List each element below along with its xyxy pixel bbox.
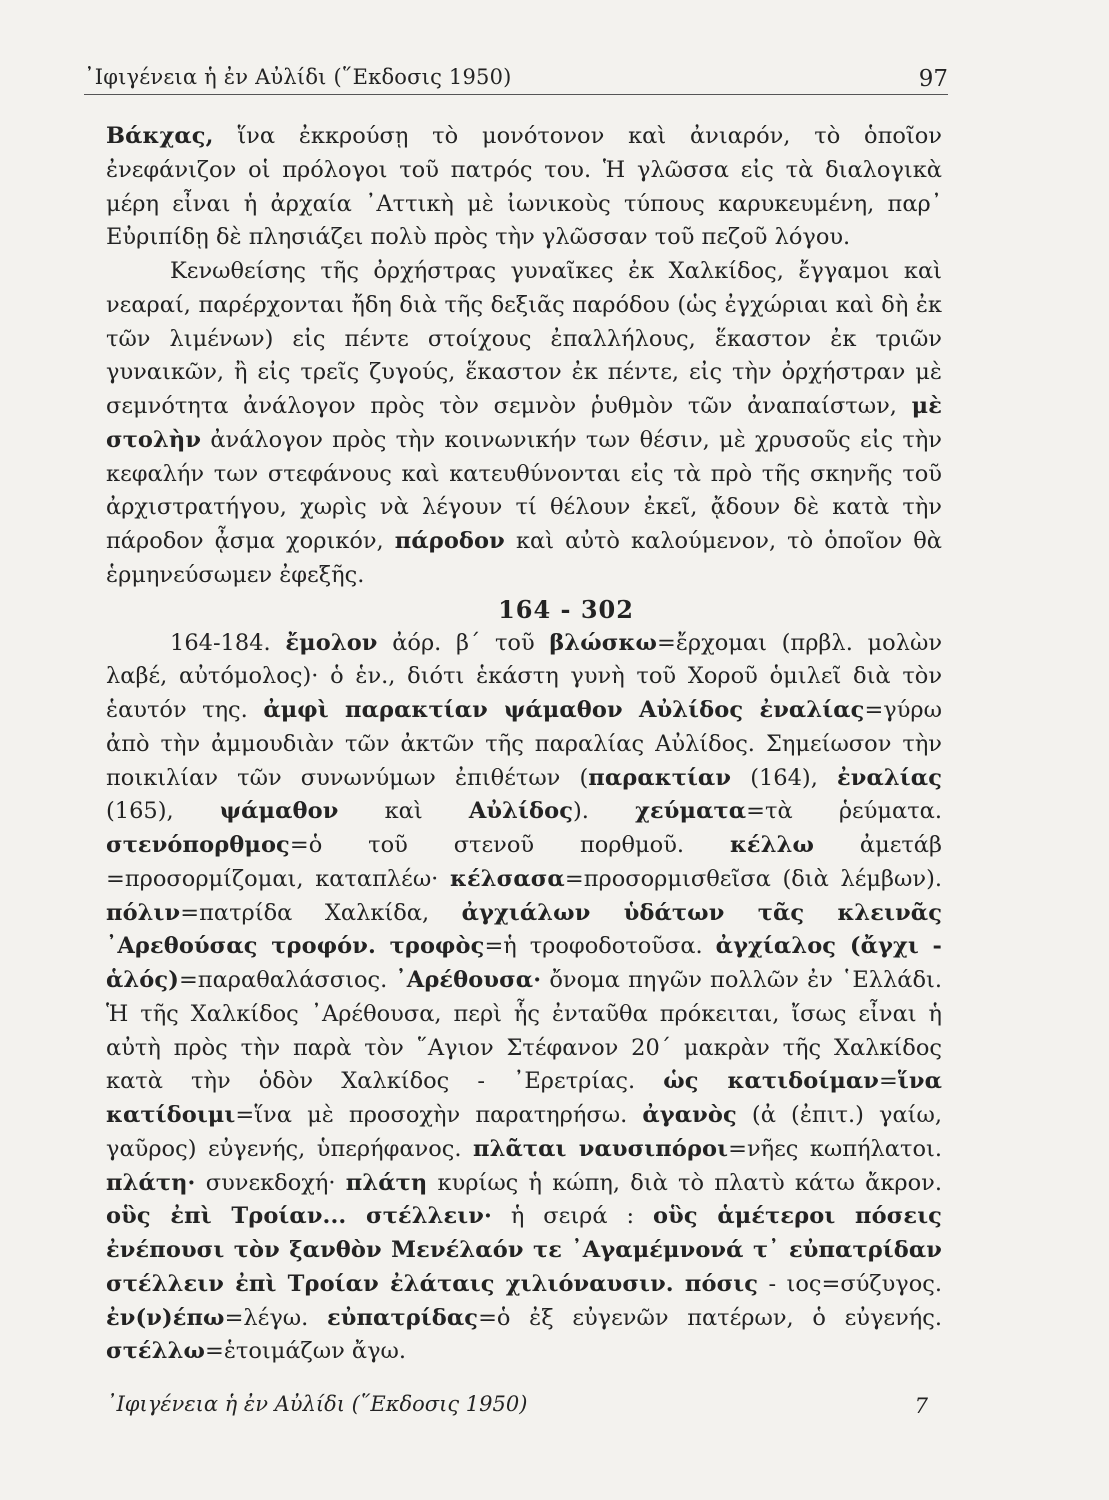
commentary-text: συνεκδοχή· bbox=[195, 1169, 346, 1196]
footer-title: ᾿Ιφιγένεια ἡ ἐν Αὐλίδι (῞Εκδοσις 1950) bbox=[106, 1392, 528, 1416]
commentary-term: πόλιν bbox=[106, 899, 181, 926]
commentary-text: (164), bbox=[731, 764, 838, 791]
commentary-paragraph bbox=[106, 627, 942, 1370]
commentary-term: παρακτίαν bbox=[588, 764, 732, 791]
commentary-text: =ἡ τροφοδοτοῦσα. bbox=[484, 933, 716, 960]
commentary-text: =ἵνα μὲ προσοχὴν παρατηρήσω. bbox=[235, 1102, 643, 1128]
commentary-term: ψάμαθον bbox=[219, 798, 339, 825]
commentary-text: =πατρίδα Χαλκίδα, bbox=[180, 899, 462, 926]
running-header bbox=[84, 60, 948, 95]
commentary-term: πλάτη bbox=[345, 1169, 428, 1196]
commentary-term: ἀγανὸς bbox=[642, 1102, 737, 1128]
commentary-term: ἵνα κατίδοιμι bbox=[106, 1068, 943, 1128]
commentary-text: καὶ bbox=[338, 798, 469, 825]
commentary-term: ἀμφὶ παρακτίαν ψάμαθον Αὐλίδος ἐναλίας bbox=[263, 697, 865, 723]
parodos-text-2: ἀνάλογον πρὸς τὴν κοινωνικήν των θέσιν, μὲ χρυσοῦς εἰς τὴν κεφαλήν των στεφάνους καὶ κατευθύνονται εἰς τὰ πρὸ τῆς σκηνῆς τοῦ ἀρχιστρατήγου, χωρὶς νὰ λέγουν τί θέλουν ἐκεῖ, ᾄδουν δὲ κατὰ τὴν πάροδον ᾆσμα χορικόν, bbox=[106, 426, 942, 554]
commentary-term: στενόπορθμος bbox=[106, 832, 290, 858]
commentary-text: =τὰ ῥεύματα. bbox=[746, 798, 942, 825]
intro-lead-term: Βάκχας, bbox=[106, 123, 214, 149]
parodos-bold-1: μὲ στολὴν bbox=[106, 393, 942, 453]
commentary-text: κυρίως ἡ κώπη, διὰ τὸ πλατὺ κάτω ἄκρον. bbox=[427, 1169, 942, 1196]
commentary-text: = bbox=[879, 1068, 898, 1095]
commentary-term: ἐναλίας bbox=[837, 764, 942, 791]
section-heading: 164 - 302 bbox=[498, 594, 634, 624]
header-title: ᾿Ιφιγένεια ἡ ἐν Αὐλίδι (῞Εκδοσις 1950) bbox=[84, 65, 512, 89]
commentary-term: πλᾶται ναυσιπόροι bbox=[473, 1135, 729, 1162]
commentary-text: =παραθαλάσσιος. bbox=[178, 967, 396, 993]
commentary-text: ). bbox=[573, 798, 636, 825]
commentary-term: ἀγχιάλων ὑδάτων τᾶς κλεινᾶς ᾿Αρεθούσας τροφόν. τροφὸς bbox=[106, 899, 942, 960]
commentary-text: (165), bbox=[106, 798, 220, 825]
commentary-term: βλώσκω bbox=[549, 629, 657, 656]
commentary-text: =λέγω. bbox=[224, 1304, 327, 1331]
commentary-text: =ἔρχομαι (πρβλ. μολὼν λαβέ, αὐτόμολος)· ὁ ἑν., διότι ἑκάστη γυνὴ τοῦ Χοροῦ ὁμιλεῖ διὰ τὸν ἑαυτόν της. bbox=[106, 629, 942, 723]
commentary-text: ἀόρ. β΄ τοῦ bbox=[377, 629, 550, 656]
page-footer bbox=[106, 1392, 942, 1422]
commentary-text: =ὁ ἐξ εὐγενῶν πατέρων, ὁ εὐγενής. bbox=[478, 1304, 942, 1331]
intro-paragraph bbox=[106, 120, 942, 255]
commentary-text: =γύρω ἀπὸ τὴν ἀμμουδιὰν τῶν ἀκτῶν τῆς παραλίας Αὐλίδος. Σημείωσον τὴν ποικιλίαν τῶν συνωνύμων ἐπιθέτων ( bbox=[106, 697, 942, 791]
commentary-text: =ὁ τοῦ στενοῦ πορθμοῦ. bbox=[289, 832, 730, 858]
commentary-text: ὄνομα πηγῶν πολλῶν ἐν ῾Ελλάδι. Ἡ τῆς Χαλκίδος ᾿Αρέθουσα, περὶ ἧς ἐνταῦθα πρόκειται, ἴσως εἶναι ἡ αὐτὴ πρὸς τὴν παρὰ τὸν ῞Αγιον Στέφανον 20΄ μακρὰν τῆς Χαλκίδος κατὰ τὴν ὁδὸν Χαλκίδος - ᾿Ερετρίας. bbox=[106, 967, 942, 1095]
commentary-term: οὓς ἐπὶ Τροίαν... στέλλειν· bbox=[106, 1203, 492, 1230]
commentary-term: οὓς ἁμέτεροι πόσεις ἐνέπουσι τὸν ξανθὸν Μενέλαόν τε ᾿Αγαμέμνονά τ᾿ εὐπατρίδαν στέλλειν ἐπὶ Τροίαν ἐλάταις χιλιόναυσιν. πόσις bbox=[106, 1203, 942, 1297]
commentary-term: Αὐλίδος bbox=[468, 798, 574, 825]
commentary-text: =ἑτοιμάζων ἄγω. bbox=[204, 1338, 407, 1365]
parodos-text-1: Κενωθείσης τῆς ὀρχήστρας γυναῖκες ἐκ Χαλκίδος, ἔγγαμοι καὶ νεαραί, παρέρχονται ἤδη διὰ τῆς δεξιᾶς παρόδου (ὡς ἐγχώριαι καὶ δὴ ἐκ τῶν λιμένων) εἰς πέντε στοίχους ἐπαλλήλους, ἕκαστον ἐκ τριῶν γυναικῶν, ἢ εἰς τρεῖς ζυγούς, ἕκαστον ἐκ πέντε, εἰς τὴν ὀρχήστραν μὲ σεμνότητα ἀνάλογον πρὸς τὸν σεμνὸν ῥυθμὸν τῶν ἀναπαίστων, bbox=[106, 258, 942, 419]
parodos-bold-2: πάροδον bbox=[394, 528, 505, 554]
commentary-text: (ἀ (ἐπιτ.) γαίω, γαῦρος) εὐγενής, ὑπερήφανος. bbox=[106, 1102, 942, 1162]
commentary-term: ἀγχίαλος (ἄγχι - ἁλός) bbox=[106, 933, 942, 993]
commentary-text: ἀμετάβ =προσορμίζομαι, καταπλέω· bbox=[106, 832, 942, 892]
page-body bbox=[106, 120, 942, 1369]
commentary-term: κέλσασα bbox=[450, 865, 565, 892]
signature-mark: 7 bbox=[914, 1394, 928, 1418]
commentary-text: =νῆες κωπήλατοι. bbox=[728, 1135, 942, 1162]
commentary-term: κέλλω bbox=[729, 832, 814, 858]
commentary-term: ὡς κατιδοίμαν bbox=[663, 1068, 880, 1095]
commentary-term: ἐν(ν)έπω bbox=[106, 1304, 225, 1331]
commentary-term: εὐπατρίδας bbox=[326, 1304, 479, 1331]
commentary-range: 164-184. bbox=[170, 629, 271, 656]
commentary-term: ᾿Αρέθουσα· bbox=[395, 967, 542, 993]
commentary-text: ἡ σειρά : bbox=[491, 1203, 654, 1230]
parodos-text-3: καὶ αὐτὸ καλούμενον, τὸ ὁποῖον θὰ ἑρμηνεύσωμεν ἐφεξῆς. bbox=[106, 528, 942, 588]
commentary-text: - ιος=σύζυγος. bbox=[758, 1270, 942, 1297]
commentary-term: πλάτη· bbox=[106, 1169, 196, 1196]
commentary-term: χεύματα bbox=[635, 798, 747, 825]
parodos-paragraph bbox=[106, 255, 942, 593]
commentary-term: στέλλω bbox=[106, 1338, 205, 1365]
intro-text: ἵνα ἐκκρούσῃ τὸ μονότονον καὶ ἀνιαρόν, τὸ ὁποῖον ἐνεφάνιζον οἱ πρόλογοι τοῦ πατρός του. Ἡ γλῶσσα εἰς τὰ διαλογικὰ μέρη εἶναι ἡ ἀρχαία ᾿Αττικὴ μὲ ἰωνικοὺς τύπους καρυκευμένη, παρ᾿ Εὐριπίδῃ δὲ πλησιάζει πολὺ πρὸς τὴν γλῶσσαν τοῦ πεζοῦ λόγου. bbox=[106, 123, 942, 251]
commentary-text: =προσορμισθεῖσα (διὰ λέμβων). bbox=[564, 865, 942, 892]
page-number: 97 bbox=[918, 66, 948, 92]
commentary-term: ἔμολον bbox=[285, 629, 378, 656]
